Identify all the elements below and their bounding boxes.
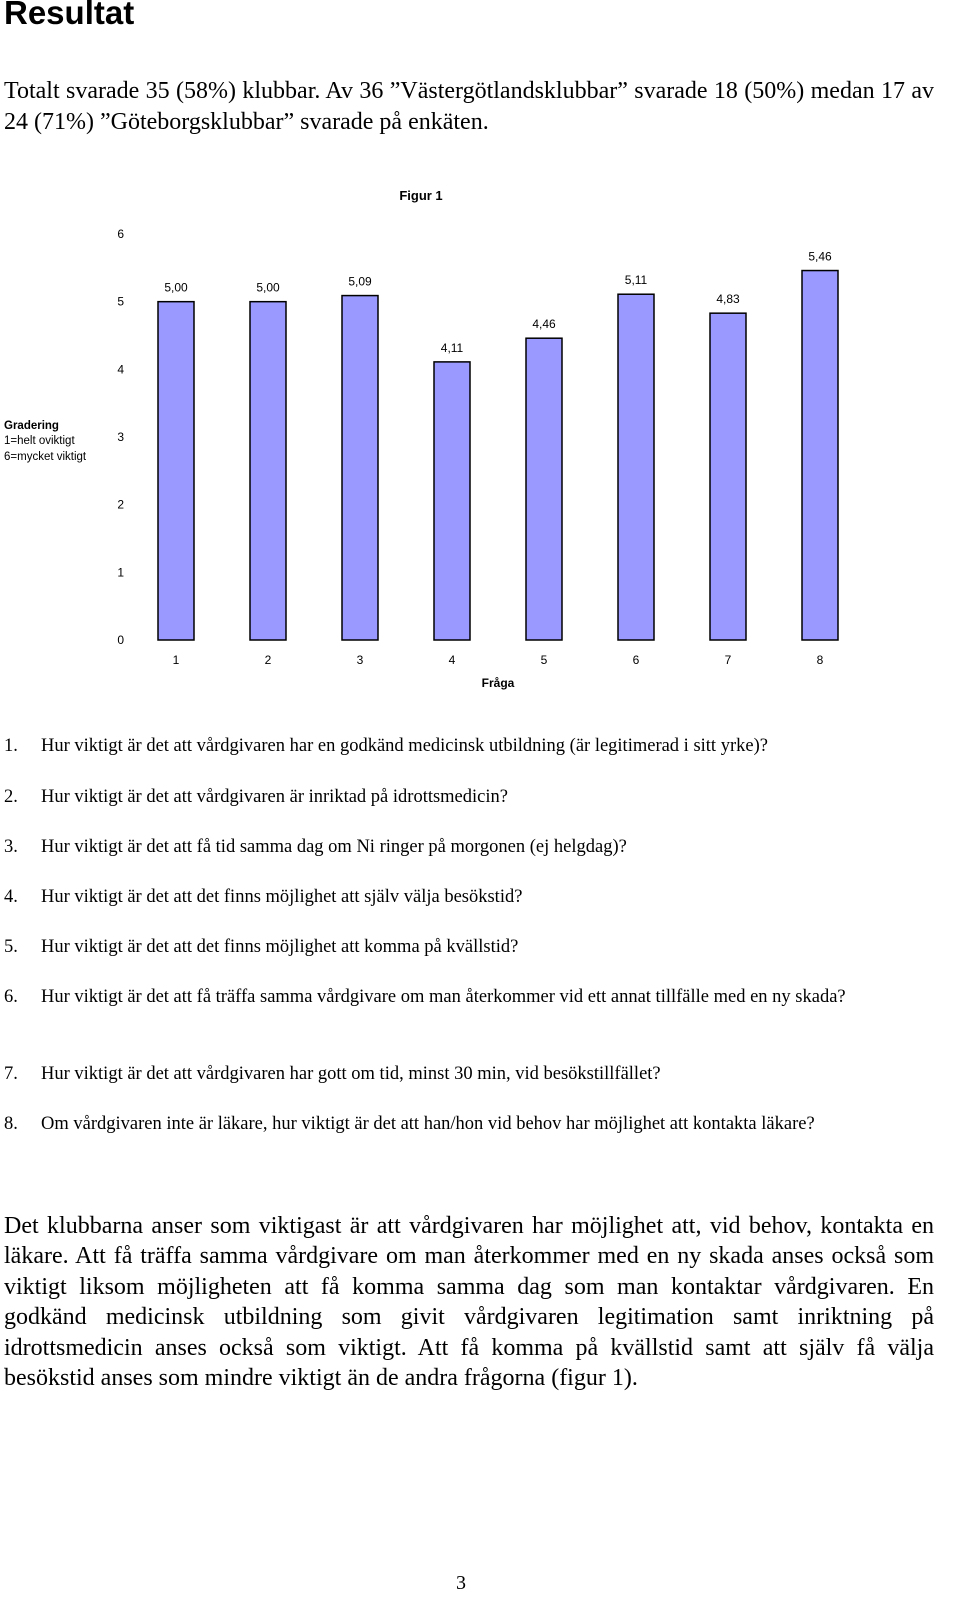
- question-item: [4, 784, 934, 810]
- x-tick-label: 5: [540, 653, 548, 667]
- intro-paragraph: Totalt svarade 35 (58%) klubbar. Av 36 ”Västergötlandsklubbar” svarade 18 (50%) medan 17 av 24 (71%) ”Göteborgsklubbar” svarade på enkäten.: [4, 78, 934, 135]
- bar: [342, 296, 378, 640]
- bar: [158, 302, 194, 640]
- x-tick-label: 4: [448, 653, 456, 667]
- section-heading: Resultat: [4, 0, 135, 31]
- y-axis-label-line-3: 6=mycket viktigt: [4, 451, 87, 463]
- question-text: Om vårdgivaren inte är läkare, hur viktigt är det att han/hon vid behov har möjlighet att kontakta läkare?: [41, 1114, 815, 1134]
- data-label: 5,00: [256, 280, 280, 295]
- x-tick-label: 2: [264, 653, 272, 667]
- x-tick-label: 7: [724, 653, 732, 667]
- question-item: [4, 884, 934, 910]
- question-item: [4, 984, 934, 1010]
- question-item: [4, 733, 934, 759]
- question-text: Hur viktigt är det att det finns möjlighet att komma på kvällstid?: [41, 937, 519, 957]
- question-number: 8.: [4, 1114, 18, 1134]
- y-tick-label: 0: [117, 633, 124, 647]
- bar: [710, 313, 746, 640]
- data-label: 5,46: [808, 249, 832, 264]
- x-tick-label: 8: [816, 653, 824, 667]
- summary-paragraph: Det klubbarna anser som viktigast är att vårdgivaren har möjlighet att, vid behov, kontakta en läkare. Att få träffa samma vårdgivare om man återkommer med en ny skada anses också som viktigt liksom möjligheten att få komma samma dag som man kontaktar vårdgivaren. En godkänd medicinsk utbildning som givit vårdgivaren legitimation samt inriktning på idrottsmedicin anses också som viktigt. Att få komma på kvällstid samt att själv få välja besökstid anses som mindre viktigt än de andra frågorna (figur 1).: [4, 1213, 934, 1392]
- question-number: 6.: [4, 987, 18, 1007]
- bar: [250, 302, 286, 640]
- question-number: 5.: [4, 937, 18, 957]
- y-axis-label-line-1: Gradering: [4, 420, 59, 432]
- question-number: 1.: [4, 736, 18, 756]
- page-number: 3: [456, 1572, 466, 1594]
- data-label: 4,11: [440, 340, 464, 355]
- question-text: Hur viktigt är det att vårdgivaren är inriktad på idrottsmedicin?: [41, 787, 508, 807]
- question-text: Hur viktigt är det att vårdgivaren har gott om tid, minst 30 min, vid besökstillfället?: [41, 1064, 661, 1084]
- question-item: [4, 1061, 934, 1087]
- bar: [618, 294, 654, 640]
- question-text: Hur viktigt är det att få träffa samma vårdgivare om man återkommer vid ett annat tillfälle med en ny skada?: [41, 987, 846, 1007]
- question-item: [4, 834, 934, 860]
- question-text: Hur viktigt är det att det finns möjlighet att själv välja besökstid?: [41, 887, 523, 907]
- x-tick-label: 3: [356, 653, 364, 667]
- y-axis-label-line-2: 1=helt oviktigt: [4, 435, 75, 447]
- data-label: 5,11: [624, 273, 648, 288]
- x-tick-label: 1: [172, 653, 180, 667]
- y-tick-label: 4: [117, 362, 124, 377]
- y-tick-label: 5: [117, 294, 124, 309]
- bar-chart: [0, 180, 960, 710]
- question-item: [4, 1111, 934, 1137]
- chart-title: Figur 1: [399, 188, 443, 203]
- question-number: 7.: [4, 1064, 18, 1084]
- bar: [526, 338, 562, 640]
- y-tick-label: 1: [117, 565, 124, 580]
- question-item: [4, 934, 934, 960]
- x-tick-label: 6: [632, 653, 640, 667]
- data-label: 5,09: [348, 274, 372, 289]
- data-label: 5,00: [164, 280, 188, 295]
- y-tick-label: 3: [117, 430, 124, 444]
- data-label: 4,46: [532, 317, 556, 332]
- question-number: 4.: [4, 887, 18, 907]
- y-tick-label: 6: [117, 227, 124, 241]
- question-text: Hur viktigt är det att vårdgivaren har en godkänd medicinsk utbildning (är legitimerad i sitt yrke)?: [41, 736, 768, 756]
- question-number: 2.: [4, 787, 18, 807]
- x-axis-label: Fråga: [481, 676, 515, 690]
- y-tick-label: 2: [117, 497, 124, 512]
- bar: [802, 271, 838, 640]
- question-number: 3.: [4, 837, 18, 857]
- data-label: 4,83: [716, 292, 740, 307]
- question-text: Hur viktigt är det att få tid samma dag om Ni ringer på morgonen (ej helgdag)?: [41, 837, 627, 857]
- bar: [434, 362, 470, 640]
